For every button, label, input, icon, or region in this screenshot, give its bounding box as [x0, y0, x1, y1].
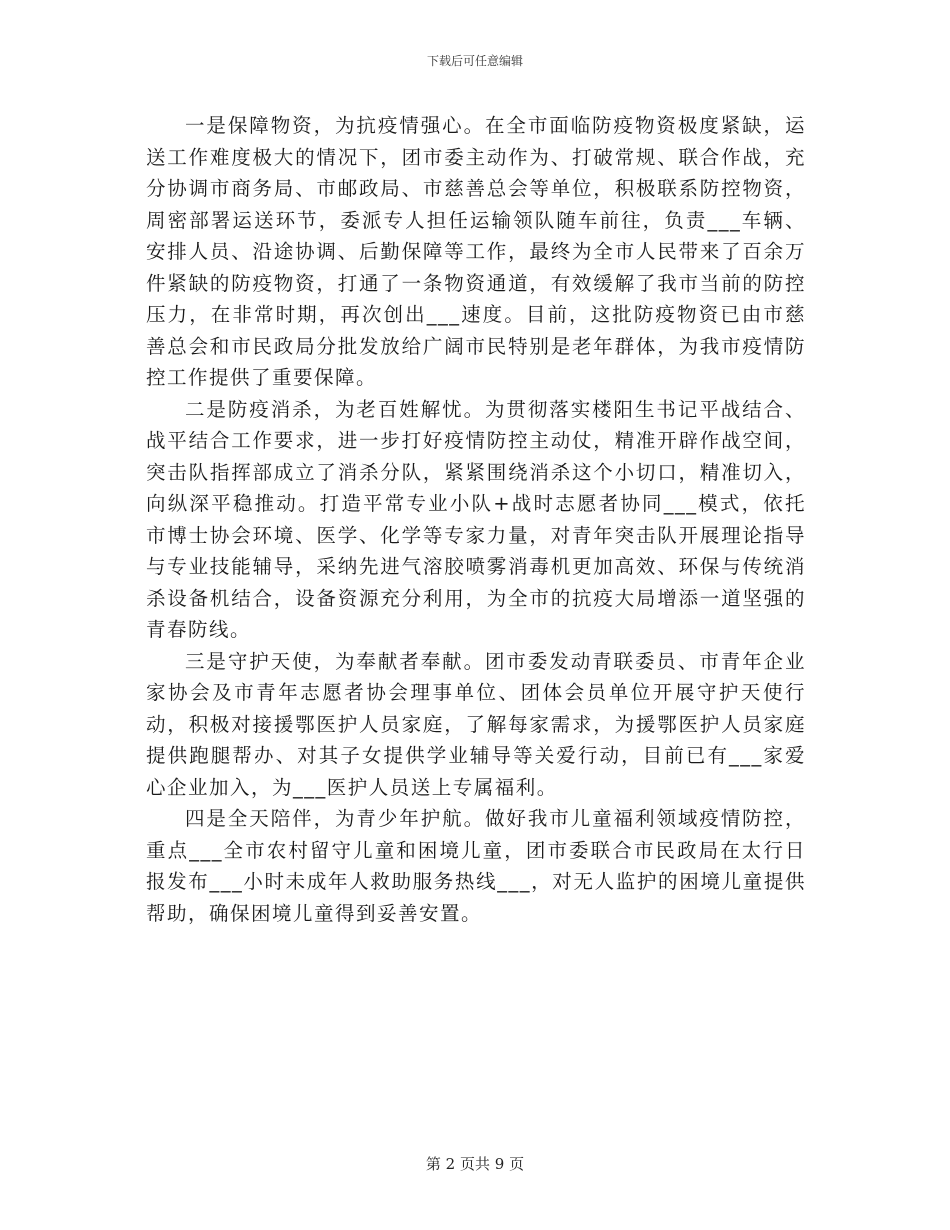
- paragraph-2: 二是防疫消杀，为老百姓解忧。为贯彻落实楼阳生书记平战结合、战平结合工作要求，进一步打好疫情防控主动仗，精准开辟作战空间，突击队指挥部成立了消杀分队，紧紧围绕消杀这个小切口，精准切入，向纵深平稳推动。打造平常专业小队+战时志愿者协同___模式，依托市博士协会环境、医学、化学等专家力量，对青年突击队开展理论指导与专业技能辅导，采纳先进气溶胶喷雾消毒机更加高效、环保与传统消杀设备机结合，设备资源充分利用，为全市的抗疫大局增添一道坚强的青春防线。: [146, 397, 806, 641]
- paragraph-3: 三是守护天使，为奉献者奉献。团市委发动青联委员、市青年企业家协会及市青年志愿者协会理事单位、团体会员单位开展守护天使行动，积极对接援鄂医护人员家庭，了解每家需求，为援鄂医护人员家庭提供跑腿帮办、对其子女提供学业辅导等关爱行动，目前已有___家爱心企业加入，为___医护人员送上专属福利。: [146, 649, 806, 799]
- page-number-footer: 第 2 页共 9 页: [425, 1155, 525, 1173]
- paragraph-1: 一是保障物资，为抗疫情强心。在全市面临防疫物资极度紧缺，运送工作难度极大的情况下，团市委主动作为、打破常规、联合作战，充分协调市商务局、市邮政局、市慈善总会等单位，积极联系防控物资，周密部署运送环节，委派专人担任运输领队随车前往，负责___车辆、安排人员、沿途协调、后勤保障等工作，最终为全市人民带来了百余万件紧缺的防疫物资，打通了一条物资通道，有效缓解了我市当前的防控压力，在非常时期，再次创出___速度。目前，这批防疫物资已由市慈善总会和市民政局分批发放给广阔市民特别是老年群体，为我市疫情防控工作提供了重要保障。: [146, 114, 806, 389]
- page-header-note: 下载后可任意编辑: [426, 54, 523, 68]
- paragraph-4: 四是全天陪伴，为青少年护航。做好我市儿童福利领域疫情防控，重点___全市农村留守儿童和困境儿童，团市委联合市民政局在太行日报发布___小时未成年人救助服务热线___，对无人监护的困境儿童提供帮助，确保困境儿童得到妥善安置。: [146, 807, 806, 925]
- document-body: [146, 110, 806, 929]
